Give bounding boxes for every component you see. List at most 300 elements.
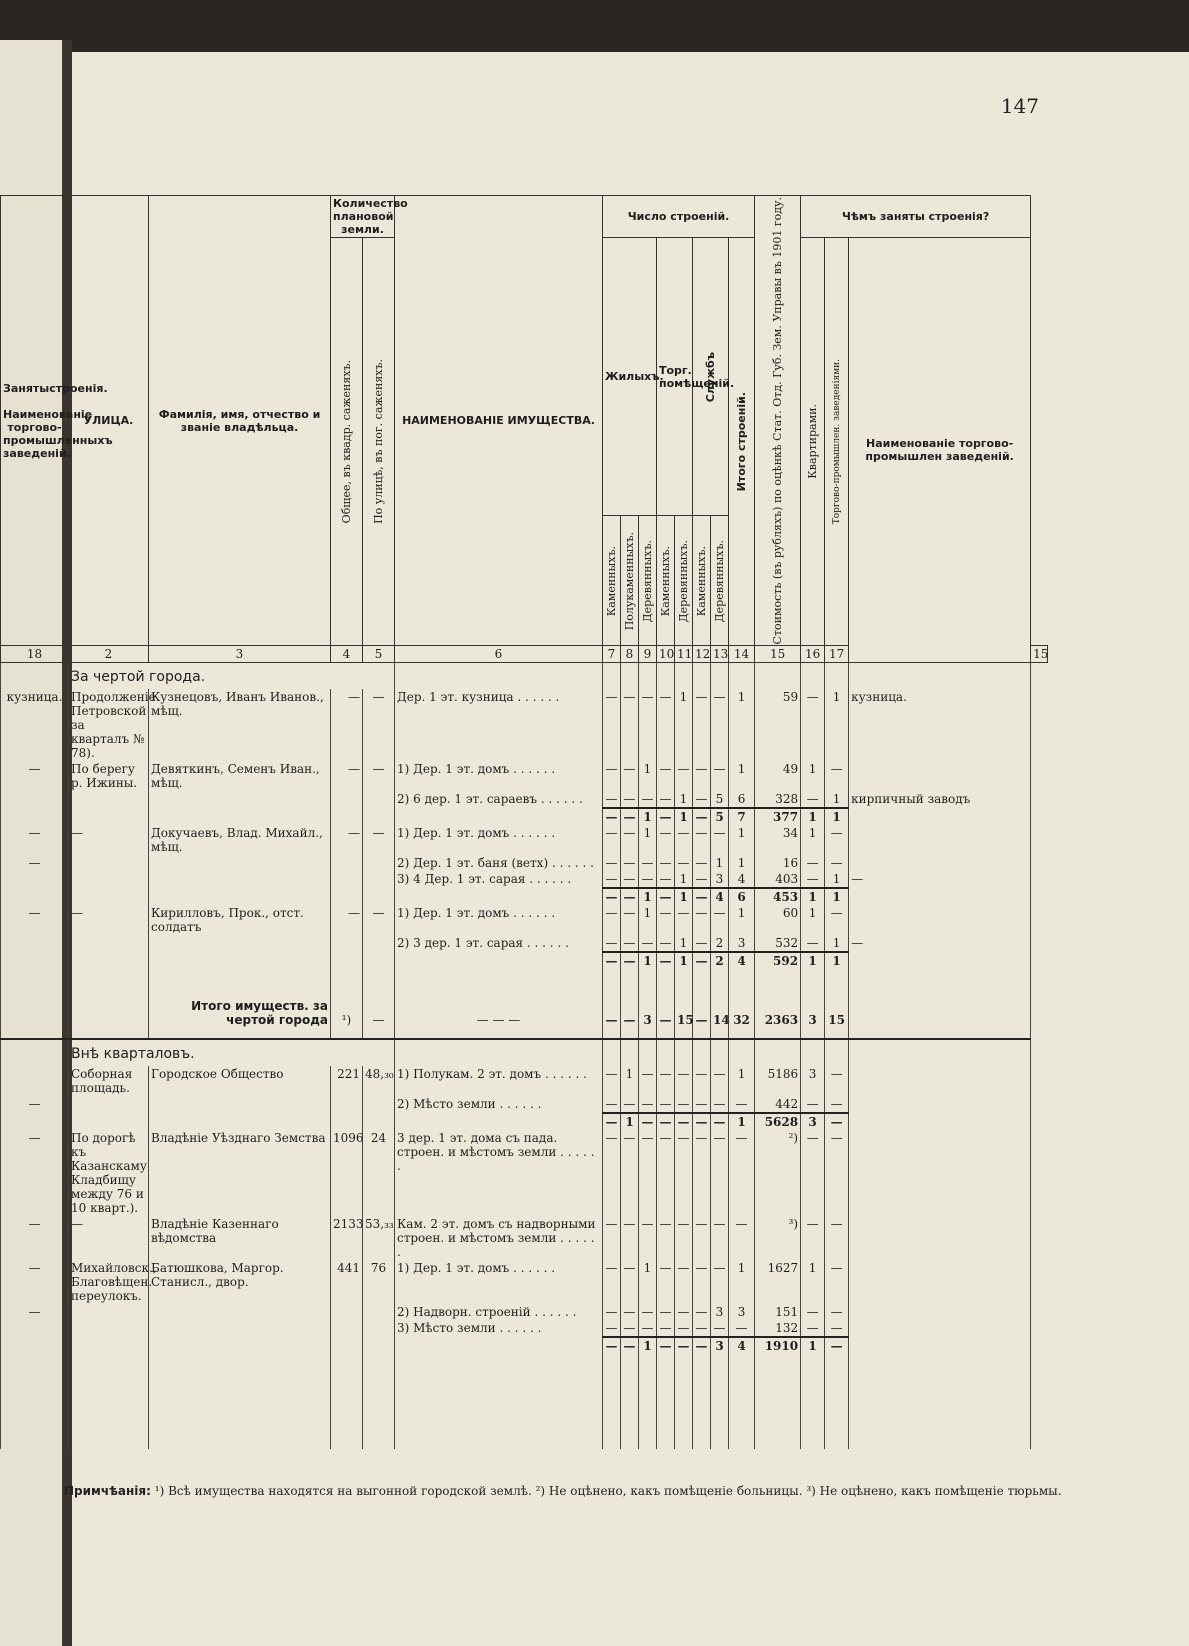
owner-cell <box>149 1096 331 1113</box>
value-cell: 1910 <box>755 1337 801 1354</box>
trade-est-cell: 1 <box>825 808 849 825</box>
establishment-cell <box>849 1066 1031 1096</box>
apartments-cell: 3 <box>801 1066 825 1096</box>
building-count-cell: 1 <box>639 808 657 825</box>
table-row <box>1 855 1048 871</box>
building-count-cell: — <box>621 888 639 905</box>
land-total-cell <box>331 871 363 888</box>
street-cell <box>69 871 149 888</box>
building-count-cell: — <box>729 1216 755 1260</box>
apartments-cell: 1 <box>801 1337 825 1354</box>
building-count-cell: — <box>639 1320 657 1337</box>
header-trade-est: Торгово-промышлен. заведеніями. <box>825 238 849 646</box>
land-total-cell <box>331 1096 363 1113</box>
building-count-cell: — <box>693 1304 711 1320</box>
street-cell: Михайловск., Благовѣщен. переулокъ. <box>69 1260 149 1304</box>
trade-est-cell: 1 <box>825 791 849 808</box>
empty-cell <box>849 1337 1031 1354</box>
building-count-cell: — <box>693 905 711 935</box>
empty-cell <box>1 1113 69 1130</box>
table-row <box>1 1216 1048 1260</box>
building-count-cell: 1 <box>639 1337 657 1354</box>
building-count-cell: — <box>711 761 729 791</box>
occupied-left-cell <box>1 871 69 888</box>
land-street-cell: 48,₃₀ <box>363 1066 395 1096</box>
empty-cell <box>363 1113 395 1130</box>
column-number: 13 <box>711 646 729 663</box>
building-count-cell: — <box>621 855 639 871</box>
building-count-cell: — <box>657 808 675 825</box>
establishment-cell <box>849 905 1031 935</box>
section-title-row <box>1 663 1048 690</box>
empty-cell <box>755 1354 801 1449</box>
building-count-cell: — <box>693 761 711 791</box>
empty-cell <box>825 1354 849 1449</box>
street-cell: Соборная площадь. <box>69 1066 149 1096</box>
empty-cell <box>849 969 1031 1039</box>
building-count-cell: — <box>621 689 639 761</box>
land-street-cell <box>363 855 395 871</box>
building-count-cell: — <box>693 888 711 905</box>
building-count-cell: — <box>693 855 711 871</box>
building-count-cell: — <box>603 935 621 952</box>
land-total-cell <box>331 1320 363 1337</box>
owner-cell: Кирилловъ, Прок., отст. солдатъ <box>149 905 331 935</box>
trade-est-cell: 1 <box>825 689 849 761</box>
table-row <box>1 1260 1048 1304</box>
empty-cell <box>149 888 331 905</box>
empty-cell <box>363 1337 395 1354</box>
trade-est-cell: — <box>825 825 849 855</box>
value-cell: ³) <box>755 1216 801 1260</box>
empty-cell <box>1 969 69 1039</box>
empty-cell <box>657 663 675 690</box>
section-title: Внѣ кварталовъ. <box>69 1039 395 1066</box>
property-table-wrapper <box>0 195 1048 1449</box>
building-count-cell: 1 <box>621 1066 639 1096</box>
trade-est-cell: — <box>825 1130 849 1216</box>
owner-cell <box>149 1304 331 1320</box>
building-count-cell: — <box>639 871 657 888</box>
land-total-cell: 1096 <box>331 1130 363 1216</box>
column-number: 14 <box>729 646 755 663</box>
building-count-cell: — <box>621 1337 639 1354</box>
building-count-cell: — <box>657 1260 675 1304</box>
building-count-cell: — <box>657 1066 675 1096</box>
establishment-cell: — <box>849 871 1031 888</box>
empty-cell <box>1 888 69 905</box>
subtotal-row <box>1 808 1048 825</box>
empty-cell <box>657 1039 675 1066</box>
street-cell: По берегу р. Ижины. <box>69 761 149 791</box>
building-count-cell: 1 <box>675 808 693 825</box>
building-count-cell: — <box>693 825 711 855</box>
building-count-cell: 1 <box>639 1260 657 1304</box>
building-count-cell: 1 <box>675 935 693 952</box>
land-street-cell: 76 <box>363 1260 395 1304</box>
empty-cell <box>69 1113 149 1130</box>
value-cell: 403 <box>755 871 801 888</box>
building-count-cell: — <box>657 952 675 969</box>
building-count-cell: — <box>639 935 657 952</box>
building-count-cell: — <box>639 1096 657 1113</box>
property-cell: Кам. 2 эт. домъ съ надворными строен. и мѣстомъ земли . . . <box>395 1216 603 1260</box>
building-count-cell: — <box>729 1130 755 1216</box>
building-count-cell: — <box>621 1130 639 1216</box>
building-count-cell: — <box>603 808 621 825</box>
building-count-cell: — <box>621 905 639 935</box>
value-cell: 132 <box>755 1320 801 1337</box>
empty-cell <box>69 888 149 905</box>
empty-cell <box>603 663 621 690</box>
building-count-cell: 3 <box>711 1304 729 1320</box>
total-cell: 3 <box>801 969 825 1039</box>
column-number: 15 <box>1031 646 1048 663</box>
building-count-cell: 1 <box>639 952 657 969</box>
land-street-cell <box>363 1320 395 1337</box>
trade-est-cell: — <box>825 1337 849 1354</box>
empty-cell <box>639 663 657 690</box>
building-count-cell: — <box>729 1320 755 1337</box>
header-buildings: Число строеній. <box>603 196 755 238</box>
empty-cell <box>711 1354 729 1449</box>
empty-cell <box>729 663 755 690</box>
building-count-cell: — <box>675 1130 693 1216</box>
owner-cell: Владѣніе Казеннаго вѣдомства <box>149 1216 331 1260</box>
street-cell <box>69 935 149 952</box>
land-street-cell <box>363 935 395 952</box>
building-count-cell: — <box>675 1337 693 1354</box>
empty-cell <box>69 1337 149 1354</box>
value-cell: 60 <box>755 905 801 935</box>
header-land-street: По улицѣ, въ пог. саженяхъ. <box>363 238 395 646</box>
building-count-cell: — <box>711 1096 729 1113</box>
building-count-cell: — <box>711 905 729 935</box>
building-count-cell: — <box>603 791 621 808</box>
building-count-cell: — <box>639 1066 657 1096</box>
building-count-cell: — <box>693 1337 711 1354</box>
page-number: 147 <box>1000 94 1039 118</box>
land-street-cell: — <box>363 689 395 761</box>
header-halfstone: Полукаменныхъ. <box>621 516 639 646</box>
street-cell: — <box>69 1216 149 1260</box>
building-count-cell: — <box>729 1096 755 1113</box>
empty-cell <box>1 663 69 690</box>
building-count-cell: — <box>621 761 639 791</box>
building-count-cell: 5 <box>711 791 729 808</box>
building-count-cell: — <box>639 1304 657 1320</box>
empty-cell <box>801 1039 825 1066</box>
occupied-left-cell: — <box>1 1130 69 1216</box>
land-total-cell: 221 <box>331 1066 363 1096</box>
street-cell <box>69 1304 149 1320</box>
apartments-cell: 1 <box>801 761 825 791</box>
occupied-left-cell: — <box>1 1096 69 1113</box>
empty-cell <box>363 888 395 905</box>
building-count-cell: — <box>693 1260 711 1304</box>
establishment-cell <box>849 1130 1031 1216</box>
total-cell: 15 <box>825 969 849 1039</box>
header-est-names: Наименованіе торгово-промышлен заведеній. <box>849 238 1031 663</box>
empty-cell <box>1 808 69 825</box>
value-cell: 34 <box>755 825 801 855</box>
section-total-label: Итого имуществ. за чертой города <box>149 969 331 1039</box>
land-street-cell: 24 <box>363 1130 395 1216</box>
total-cell: 2363 <box>755 969 801 1039</box>
value-cell: 16 <box>755 855 801 871</box>
building-count-cell: — <box>621 808 639 825</box>
building-count-cell: 2 <box>711 952 729 969</box>
occupied-left-cell: — <box>1 1260 69 1304</box>
property-cell: 1) Дер. 1 эт. домъ . . . <box>395 825 603 855</box>
empty-cell <box>331 888 363 905</box>
header-trade: Торг. помѣщеній. <box>657 238 693 516</box>
occupied-left-cell: — <box>1 855 69 871</box>
header-land-total: Общее, въ квадр. саженяхъ. <box>331 238 363 646</box>
empty-cell <box>849 1354 1031 1449</box>
empty-cell <box>621 1354 639 1449</box>
empty-cell <box>363 952 395 969</box>
land-total-cell <box>331 791 363 808</box>
header-wood-1: Деревянныхъ. <box>639 516 657 646</box>
owner-cell: Докучаевъ, Влад. Михайл., мѣщ. <box>149 825 331 855</box>
property-cell: 2) Надворн. строеній . . . <box>395 1304 603 1320</box>
building-count-cell: — <box>603 1113 621 1130</box>
column-number: 4 <box>331 646 363 663</box>
header-apartments: Квартирами. <box>801 238 825 646</box>
empty-cell <box>69 952 149 969</box>
empty-cell <box>603 1039 621 1066</box>
occupied-left-cell <box>1 1066 69 1096</box>
empty-cell <box>693 663 711 690</box>
empty-cell <box>711 1039 729 1066</box>
empty-cell <box>395 1354 603 1449</box>
trade-est-cell: — <box>825 855 849 871</box>
owner-cell: Девяткинъ, Семенъ Иван., мѣщ. <box>149 761 331 791</box>
establishment-cell <box>849 1096 1031 1113</box>
building-count-cell: 3 <box>711 1337 729 1354</box>
establishment-cell: — <box>849 935 1031 952</box>
empty-cell <box>149 952 331 969</box>
building-count-cell: — <box>675 761 693 791</box>
apartments-cell: — <box>801 1216 825 1260</box>
building-count-cell: 1 <box>711 855 729 871</box>
building-count-cell: 1 <box>729 689 755 761</box>
building-count-cell: — <box>639 689 657 761</box>
table-body <box>1 663 1048 1450</box>
land-street-cell: — <box>363 969 395 1039</box>
building-count-cell: — <box>603 1260 621 1304</box>
trade-est-cell: — <box>825 1320 849 1337</box>
empty-cell <box>1 1039 69 1066</box>
occupied-left-cell: — <box>1 825 69 855</box>
land-street-cell <box>363 1096 395 1113</box>
building-count-cell: 1 <box>639 825 657 855</box>
building-count-cell: 4 <box>729 952 755 969</box>
building-count-cell: — <box>621 1304 639 1320</box>
header-occupied-left: Занятыстроенія. Наименованіе торгово-промышленныхъ заведеній. <box>1 196 69 646</box>
building-count-cell: — <box>675 825 693 855</box>
building-count-cell: 1 <box>729 1113 755 1130</box>
subtotal-row <box>1 888 1048 905</box>
header-stone-1: Каменныхъ. <box>603 516 621 646</box>
footnote-label: Примчѣанія: <box>64 1484 151 1498</box>
trade-est-cell: — <box>825 1304 849 1320</box>
land-street-cell <box>363 791 395 808</box>
building-count-cell: — <box>621 1260 639 1304</box>
property-cell: 2) 6 дер. 1 эт. сараевъ . . . <box>395 791 603 808</box>
column-number: 3 <box>149 646 331 663</box>
street-cell: — <box>69 905 149 935</box>
apartments-cell: 1 <box>801 808 825 825</box>
owner-cell <box>149 1320 331 1337</box>
property-cell: 2) Мѣсто земли . . . <box>395 1096 603 1113</box>
building-count-cell: — <box>675 1320 693 1337</box>
establishment-cell <box>849 761 1031 791</box>
building-count-cell: — <box>657 791 675 808</box>
building-count-cell: — <box>603 825 621 855</box>
table-row <box>1 825 1048 855</box>
land-street-cell <box>363 871 395 888</box>
trade-est-cell: 1 <box>825 871 849 888</box>
building-count-cell: — <box>657 871 675 888</box>
value-cell: 49 <box>755 761 801 791</box>
table-row <box>1 935 1048 952</box>
empty-cell <box>657 1354 675 1449</box>
establishment-cell <box>849 1320 1031 1337</box>
empty-cell <box>363 808 395 825</box>
empty-cell <box>693 1354 711 1449</box>
building-count-cell: — <box>693 1096 711 1113</box>
street-cell <box>69 855 149 871</box>
land-total-cell <box>331 935 363 952</box>
building-count-cell: 7 <box>729 808 755 825</box>
section-title-row <box>1 1039 1048 1066</box>
building-count-cell: — <box>711 1113 729 1130</box>
empty-cell <box>639 1039 657 1066</box>
building-count-cell: — <box>639 1113 657 1130</box>
header-owner: Фамилія, имя, отчество и званіе владѣльца. <box>149 196 331 646</box>
value-cell: ²) <box>755 1130 801 1216</box>
empty-cell <box>363 1354 395 1449</box>
building-count-cell: 1 <box>729 825 755 855</box>
footnote <box>64 1484 1064 1498</box>
building-count-cell: 1 <box>675 952 693 969</box>
building-count-cell: — <box>657 1320 675 1337</box>
building-count-cell: — <box>621 952 639 969</box>
building-count-cell: — <box>639 1216 657 1260</box>
apartments-cell: 1 <box>801 952 825 969</box>
owner-cell: Владѣніе Уѣзднаго Земства <box>149 1130 331 1216</box>
occupied-left-cell: — <box>1 905 69 935</box>
establishment-cell <box>849 1260 1031 1304</box>
building-count-cell: — <box>657 1337 675 1354</box>
owner-cell: Городское Общество <box>149 1066 331 1096</box>
land-total-cell: — <box>331 761 363 791</box>
trade-est-cell: — <box>825 1066 849 1096</box>
subtotal-row <box>1 1113 1048 1130</box>
table-row <box>1 1066 1048 1096</box>
street-cell <box>69 1096 149 1113</box>
trade-est-cell: — <box>825 1096 849 1113</box>
empty-cell <box>395 1113 603 1130</box>
table-row <box>1 791 1048 808</box>
empty-cell <box>331 1354 363 1449</box>
establishment-cell: кирпичный заводъ <box>849 791 1031 808</box>
land-total-cell: ¹) <box>331 969 363 1039</box>
building-count-cell: 1 <box>675 871 693 888</box>
owner-cell: Кузнецовъ, Иванъ Иванов., мѣщ. <box>149 689 331 761</box>
building-count-cell: — <box>657 969 675 1039</box>
table-header <box>1 196 1048 663</box>
land-total-cell <box>331 855 363 871</box>
building-count-cell: 3 <box>729 1304 755 1320</box>
building-count-cell: 6 <box>729 791 755 808</box>
property-cell: 1) Полукам. 2 эт. домъ . . . <box>395 1066 603 1096</box>
building-count-cell: — <box>603 1096 621 1113</box>
table-row <box>1 1304 1048 1320</box>
building-count-cell: 1 <box>639 888 657 905</box>
header-stone-2: Каменныхъ. <box>657 516 675 646</box>
empty-cell <box>149 1113 331 1130</box>
building-count-cell: — <box>603 855 621 871</box>
apartments-cell: — <box>801 935 825 952</box>
building-count-cell: 1 <box>675 689 693 761</box>
empty-cell <box>825 1039 849 1066</box>
building-count-cell: — <box>657 855 675 871</box>
building-count-cell: — <box>603 761 621 791</box>
apartments-cell: 1 <box>801 825 825 855</box>
apartments-cell: — <box>801 1130 825 1216</box>
building-count-cell: 4 <box>711 888 729 905</box>
empty-cell <box>801 1354 825 1449</box>
table-row <box>1 1130 1048 1216</box>
building-count-cell: — <box>621 969 639 1039</box>
building-count-cell: — <box>621 1096 639 1113</box>
building-count-cell: — <box>711 825 729 855</box>
building-count-cell: 1 <box>639 761 657 791</box>
building-count-cell: — <box>657 761 675 791</box>
occupied-left-cell <box>1 791 69 808</box>
building-count-cell: — <box>603 952 621 969</box>
subtotal-row <box>1 1337 1048 1354</box>
column-number: 8 <box>621 646 639 663</box>
column-number: 17 <box>825 646 849 663</box>
occupied-left-cell: — <box>1 1304 69 1320</box>
owner-cell <box>149 871 331 888</box>
value-cell: 59 <box>755 689 801 761</box>
land-total-cell: — <box>331 905 363 935</box>
value-cell: 1627 <box>755 1260 801 1304</box>
empty-cell <box>149 808 331 825</box>
empty-cell <box>825 663 849 690</box>
column-number: 9 <box>639 646 657 663</box>
column-number: 2 <box>69 646 149 663</box>
building-count-cell: 6 <box>729 888 755 905</box>
trade-est-cell: — <box>825 905 849 935</box>
trade-est-cell: 1 <box>825 935 849 952</box>
building-count-cell: — <box>675 1260 693 1304</box>
property-cell: 1) Дер. 1 эт. домъ . . . <box>395 1260 603 1304</box>
property-cell: 1) Дер. 1 эт. домъ . . . <box>395 905 603 935</box>
value-cell: 5186 <box>755 1066 801 1096</box>
header-living: Жилыхъ. <box>603 238 657 516</box>
street-cell: Продолженіе Петровской за кварталъ № 78). <box>69 689 149 761</box>
property-cell: 1) Дер. 1 эт. домъ . . . <box>395 761 603 791</box>
apartments-cell: — <box>801 855 825 871</box>
table-row <box>1 689 1048 761</box>
building-count-cell: — <box>693 1066 711 1096</box>
